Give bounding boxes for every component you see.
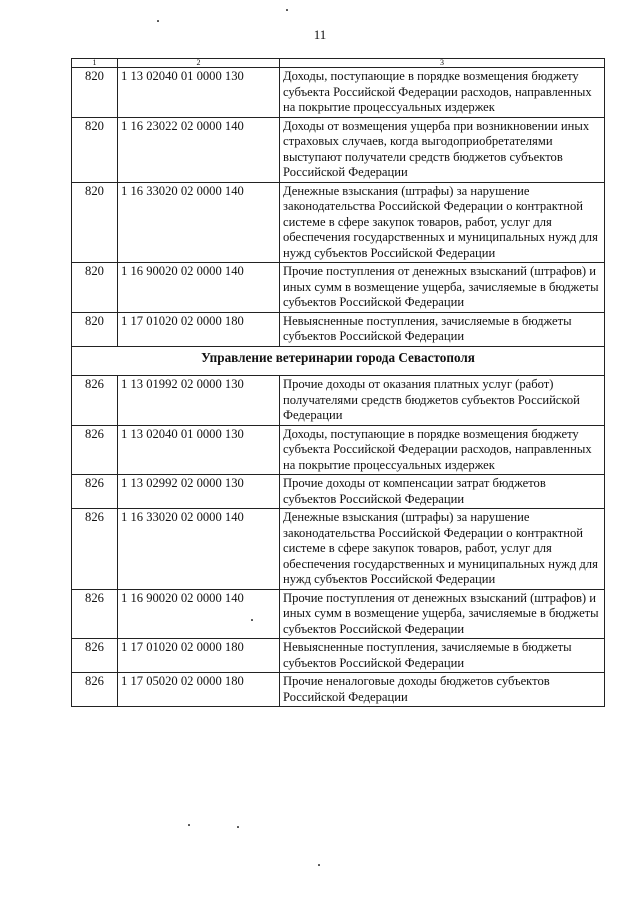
revenue-code-cell: 1 16 90020 02 0000 140: [118, 589, 280, 639]
administrator-code-cell: 820: [72, 312, 118, 346]
revenue-classification-table: [71, 58, 605, 707]
table-row: [72, 673, 605, 707]
table-row: [72, 182, 605, 263]
revenue-code-cell: 1 13 02040 01 0000 130: [118, 68, 280, 118]
revenue-name-cell: Прочие неналоговые доходы бюджетов субъектов Российской Федерации: [280, 673, 605, 707]
table-row: [72, 263, 605, 313]
revenue-name-cell: Прочие доходы от оказания платных услуг (работ) получателями средств бюджетов субъектов Российской Федерации: [280, 376, 605, 426]
administrator-code-cell: 820: [72, 263, 118, 313]
revenue-name-cell: Невыясненные поступления, зачисляемые в бюджеты субъектов Российской Федерации: [280, 312, 605, 346]
table-row: [72, 68, 605, 118]
table-row: [72, 117, 605, 182]
revenue-name-cell: Прочие доходы от компенсации затрат бюджетов субъектов Российской Федерации: [280, 475, 605, 509]
administrator-code-cell: 826: [72, 673, 118, 707]
column-number-row: [72, 59, 605, 68]
table-row: [72, 376, 605, 426]
scan-speck: [318, 864, 320, 866]
table-row: [72, 312, 605, 346]
revenue-code-cell: 1 16 33020 02 0000 140: [118, 509, 280, 590]
scan-speck: [286, 9, 288, 11]
scan-speck: [237, 826, 239, 828]
administrator-code-cell: 826: [72, 475, 118, 509]
scan-speck: [251, 619, 253, 621]
administrator-code-cell: 826: [72, 425, 118, 475]
revenue-code-cell: 1 16 23022 02 0000 140: [118, 117, 280, 182]
revenue-name-cell: Денежные взыскания (штрафы) за нарушение законодательства Российской Федерации о контрактной системе в сфере закупок товаров, работ, услуг для обеспечения государственных и муниципальных нужд для нужд субъектов Российской Федерации: [280, 509, 605, 590]
table-row: [72, 475, 605, 509]
revenue-name-cell: Денежные взыскания (штрафы) за нарушение законодательства Российской Федерации о контрактной системе в сфере закупок товаров, работ, услуг для обеспечения государственных и муниципальных нужд для нужд субъектов Российской Федерации: [280, 182, 605, 263]
administrator-code-cell: 826: [72, 376, 118, 426]
table-row: [72, 509, 605, 590]
revenue-name-cell: Доходы от возмещения ущерба при возникновении иных страховых случаев, когда выгодоприобретателями выступают получатели средств бюджетов субъектов Российской Федерации: [280, 117, 605, 182]
revenue-code-cell: 1 17 05020 02 0000 180: [118, 673, 280, 707]
administrator-code-cell: 826: [72, 589, 118, 639]
revenue-name-cell: Доходы, поступающие в порядке возмещения бюджету субъекта Российской Федерации расходов, направленных на покрытие процессуальных издержек: [280, 68, 605, 118]
column-number-1: 1: [72, 59, 118, 68]
revenue-name-cell: Прочие поступления от денежных взысканий (штрафов) и иных сумм в возмещение ущерба, зачисляемые в бюджеты субъектов Российской Федерации: [280, 263, 605, 313]
table-row: [72, 639, 605, 673]
table-body: [72, 68, 605, 707]
table-row: [72, 589, 605, 639]
administrator-code-cell: 826: [72, 509, 118, 590]
table-row: [72, 425, 605, 475]
revenue-code-cell: 1 17 01020 02 0000 180: [118, 639, 280, 673]
administrator-code-cell: 826: [72, 639, 118, 673]
revenue-name-cell: Невыясненные поступления, зачисляемые в бюджеты субъектов Российской Федерации: [280, 639, 605, 673]
revenue-name-cell: Доходы, поступающие в порядке возмещения бюджету субъекта Российской Федерации расходов, направленных на покрытие процессуальных издержек: [280, 425, 605, 475]
column-number-3: 3: [280, 59, 605, 68]
page-number: 11: [313, 27, 327, 42]
revenue-code-cell: 1 16 33020 02 0000 140: [118, 182, 280, 263]
administrator-code-cell: 820: [72, 182, 118, 263]
administrator-code-cell: 820: [72, 117, 118, 182]
revenue-code-cell: 1 13 02992 02 0000 130: [118, 475, 280, 509]
revenue-code-cell: 1 13 02040 01 0000 130: [118, 425, 280, 475]
section-heading-row: [72, 346, 605, 376]
section-heading: Управление ветеринарии города Севастополя: [72, 346, 605, 376]
administrator-code-cell: 820: [72, 68, 118, 118]
scan-speck: [188, 824, 190, 826]
revenue-code-cell: 1 16 90020 02 0000 140: [118, 263, 280, 313]
column-number-2: 2: [118, 59, 280, 68]
revenue-code-cell: 1 13 01992 02 0000 130: [118, 376, 280, 426]
scan-speck: [157, 20, 159, 22]
revenue-name-cell: Прочие поступления от денежных взысканий (штрафов) и иных сумм в возмещение ущерба, зачисляемые в бюджеты субъектов Российской Федерации: [280, 589, 605, 639]
revenue-code-cell: 1 17 01020 02 0000 180: [118, 312, 280, 346]
